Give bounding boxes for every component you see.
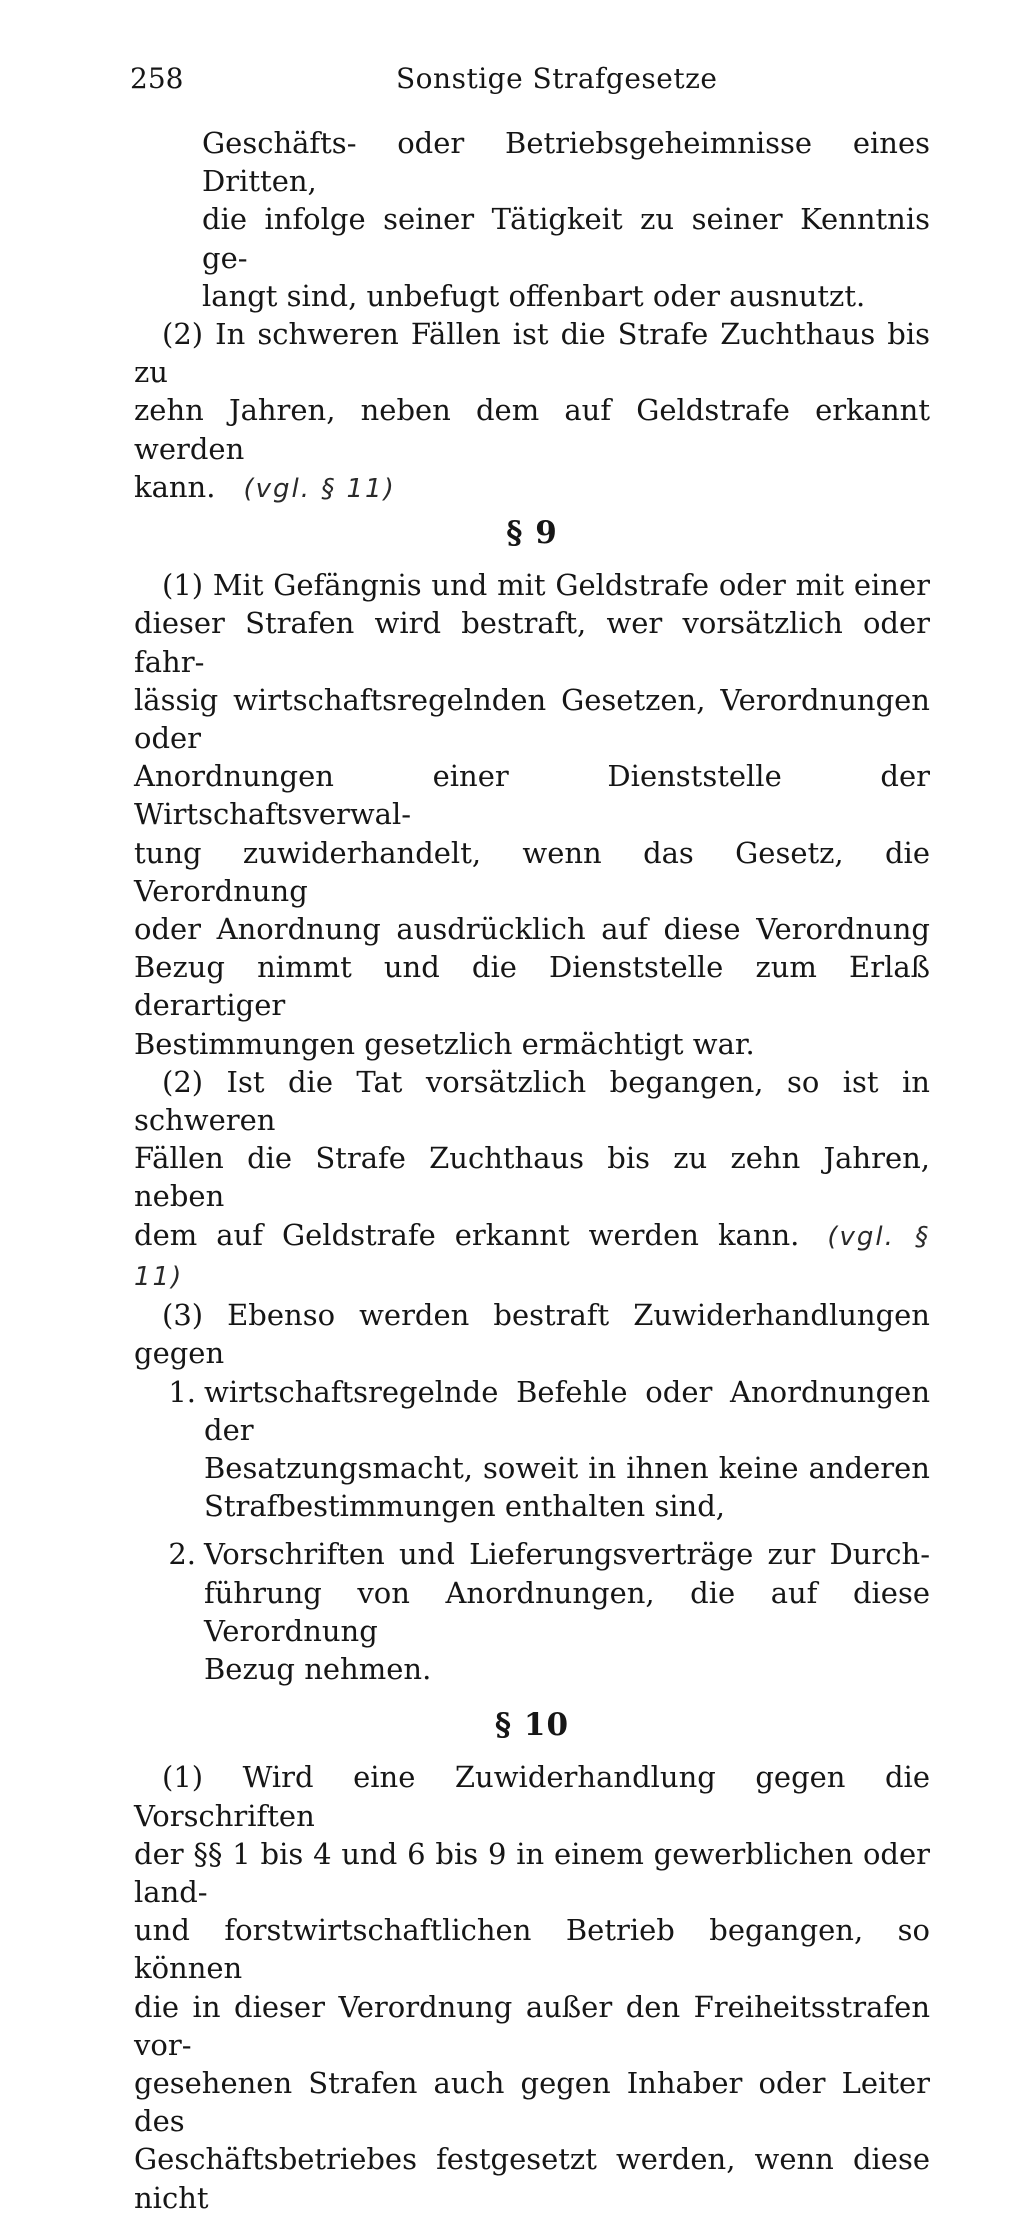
- body-text: [134, 124, 930, 2217]
- text-line: Bestimmungen gesetzlich ermächtigt war.: [134, 1026, 755, 1061]
- handwritten-note: (vgl. § 11): [243, 473, 396, 504]
- text-line: Bezug nimmt und die Dienststelle zum Erlaß derartiger: [134, 950, 930, 1023]
- text-line: lässig wirtschaftsregelnden Gesetzen, Verordnungen oder: [134, 682, 930, 756]
- list-text: [204, 1535, 930, 1688]
- text-line: die infolge seiner Tätigkeit zu seiner Kenntnis ge-: [202, 202, 930, 275]
- text-line: Bezug nehmen.: [204, 1651, 432, 1686]
- text-line: (2) In schweren Fällen ist die Strafe Zuchthaus bis zu: [134, 317, 930, 390]
- text-line: (1) Mit Gefängnis und mit Geldstrafe oder mit einer: [162, 568, 930, 603]
- text-fragment: kann.: [134, 469, 216, 504]
- text-line: führung von Anordnungen, die auf diese Verordnung: [204, 1575, 930, 1648]
- section-8-paragraph-2: [134, 315, 930, 508]
- text-line: langt sind, unbefugt offenbart oder ausnutzt.: [202, 278, 866, 313]
- text-line: gesehenen Strafen auch gegen Inhaber oder Leiter des: [134, 2065, 930, 2139]
- list-text: [204, 1373, 930, 1526]
- text-line: dieser Strafen wird bestraft, wer vorsätzlich oder fahr-: [134, 606, 930, 679]
- text-line: Geschäfts- oder Betriebsgeheimnisse eines Dritten,: [202, 126, 930, 199]
- text-line-with-note: [134, 1216, 930, 1296]
- section-9-paragraph-1: [134, 566, 930, 1063]
- text-line: Strafbestimmungen enthalten sind,: [204, 1489, 725, 1524]
- text-line: (2) Ist die Tat vorsätzlich begangen, so ist in schweren: [134, 1064, 930, 1138]
- running-title: Sonstige Strafgesetze: [396, 62, 718, 95]
- text-fragment: dem auf Geldstrafe erkannt werden kann.: [134, 1217, 800, 1252]
- section-9-heading: § 9: [506, 515, 558, 552]
- page-header: [130, 62, 930, 106]
- text-line: Geschäftsbetriebes festgesetzt werden, wenn diese nicht: [134, 2142, 930, 2215]
- list-number: 2.: [168, 1537, 196, 1572]
- section-10-paragraph-1: [134, 1758, 930, 2216]
- list-item: [134, 1535, 930, 1688]
- text-line: Besatzungsmacht, soweit in ihnen keine anderen: [204, 1450, 930, 1485]
- text-line: wirtschaftsregelnde Befehle oder Anordnungen der: [204, 1374, 930, 1447]
- handwritten-note: (vgl. § 11): [134, 1221, 930, 1292]
- text-line: die in dieser Verordnung außer den Freiheitsstrafen vor-: [134, 1989, 930, 2062]
- continued-paragraph: [134, 124, 930, 315]
- text-line: oder Anordnung ausdrücklich auf diese Verordnung: [134, 912, 930, 947]
- list-item: [134, 1373, 930, 1526]
- text-line: Vorschriften und Lieferungsverträge zur Durch-: [204, 1537, 930, 1572]
- section-9-paragraph-2: [134, 1063, 930, 1296]
- text-line: (3) Ebenso werden bestraft Zuwiderhandlungen gegen: [134, 1298, 930, 1371]
- section-9-list: [134, 1373, 930, 1689]
- text-line: der §§ 1 bis 4 und 6 bis 9 in einem gewerblichen oder land-: [134, 1836, 930, 1909]
- text-line: zehn Jahren, neben dem auf Geldstrafe erkannt werden: [134, 393, 930, 466]
- text-line: tung zuwiderhandelt, wenn das Gesetz, die Verordnung: [134, 835, 930, 908]
- page-number: 258: [130, 62, 184, 95]
- list-number: 1.: [168, 1374, 196, 1409]
- text-line: Fällen die Strafe Zuchthaus bis zu zehn Jahren, neben: [134, 1141, 930, 1214]
- text-line: Anordnungen einer Dienststelle der Wirtschaftsverwal-: [134, 759, 930, 832]
- text-line: (1) Wird eine Zuwiderhandlung gegen die Vorschriften: [134, 1760, 930, 1833]
- section-10-heading: § 10: [494, 1707, 570, 1744]
- text-line-with-note: [134, 468, 930, 508]
- text-line: und forstwirtschaftlichen Betrieb begangen, so können: [134, 1913, 930, 1986]
- section-9-paragraph-3: [134, 1296, 930, 1372]
